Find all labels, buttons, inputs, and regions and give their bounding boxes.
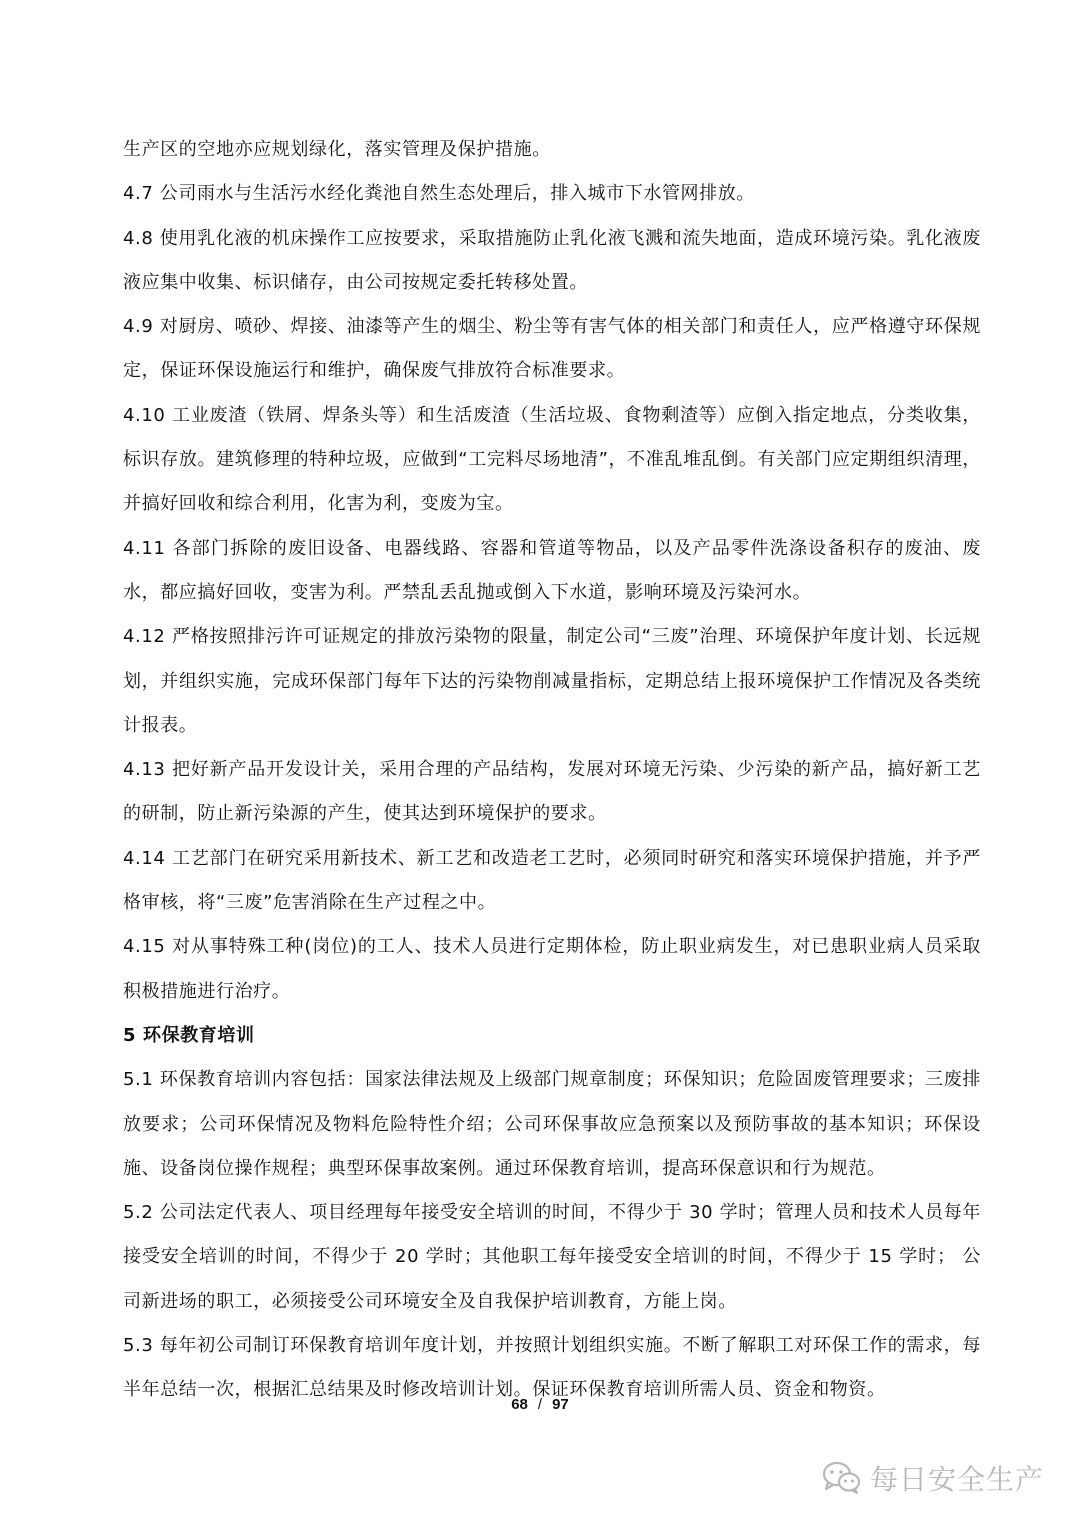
watermark-text: 每日安全生产 — [869, 1463, 1044, 1496]
paragraph-4-10: 4.10 工业废渣（铁屑、焊条头等）和生活废渣（生活垃圾、食物剩渣等）应倒入指定地点，分类收集，标识存放。建筑修理的特种垃圾，应做到“工完料尽场地清”，不准乱堆乱倒。有关部门应定期组织清理，并搞好回收和综合利用，化害为利，变废为宝。 — [123, 404, 981, 515]
paragraph-4-14: 4.14 工艺部门在研究采用新技术、新工艺和改造老工艺时，必须同时研究和落实环境保护措施，并予严格审核，将“三废”危害消除在生产过程之中。 — [123, 847, 981, 914]
paragraph-4-15: 4.15 对从事特殊工种(岗位)的工人、技术人员进行定期体检，防止职业病发生，对已患职业病人员采取积极措施进行治疗。 — [123, 936, 981, 1002]
paragraph-5-3: 5.3 每年初公司制订环保教育培训年度计划，并按照计划组织实施。不断了解职工对环保工作的需求，每半年总结一次，根据汇总结果及时修改培训计划。保证环保教育培训所需人员、资金和物资。 — [123, 1335, 981, 1401]
section-5-heading: 5 环保教育培训 — [123, 1024, 255, 1046]
paragraph-5-2: 5.2 公司法定代表人、项目经理每年接受安全培训的时间，不得少于 30 学时；管理人员和技术人员每年接受安全培训的时间，不得少于 20 学时；其他职工每年接受安全培训的时间，不得少于 15 学时； 公司新进场的职工，必须接受公司环境安全及自我保护培训教育，方能上岗。 — [123, 1202, 981, 1312]
paragraph-4-9: 4.9 对厨房、喷砂、焊接、油漆等产生的烟尘、粉尘等有害气体的相关部门和责任人，应严格遵守环保规定，保证环保设施运行和维护，确保废气排放符合标准要求。 — [123, 316, 981, 382]
page-content — [123, 128, 981, 1413]
paragraph-4-12: 4.12 严格按照排污许可证规定的排放污染物的限量，制定公司“三废”治理、环境保护年度计划、长远规划，并组织实施，完成环保部门每年下达的污染物削减量指标，定期总结上报环境保护工作情况及各类统计报表。 — [123, 626, 981, 736]
paragraph-4-13: 4.13 把好新产品开发设计关，采用合理的产品结构，发展对环境无污染、少污染的新产品，搞好新工艺的研制，防止新污染源的产生，使其达到环境保护的要求。 — [123, 759, 981, 825]
paragraph-4-11: 4.11 各部门拆除的废旧设备、电器线路、容器和管道等物品，以及产品零件洗涤设备积存的废油、废水，都应搞好回收，变害为利。严禁乱丢乱抛或倒入下水道，影响环境及污染河水。 — [123, 537, 981, 603]
total-pages-number: 97 — [552, 1396, 569, 1413]
paragraph-4-8: 4.8 使用乳化液的机床操作工应按要求，采取措施防止乳化液飞溅和流失地面，造成环境污染。乳化液废液应集中收集、标识储存，由公司按规定委托转移处置。 — [123, 227, 981, 293]
paragraph-continuation: 生产区的空地亦应规划绿化，落实管理及保护措施。 — [123, 139, 551, 160]
paragraph-4-7: 4.7 公司雨水与生活污水经化粪池自然生态处理后，排入城市下水管网排放。 — [123, 183, 755, 205]
wechat-icon — [822, 1461, 862, 1495]
page-number — [0, 1396, 1080, 1413]
paragraph-5-1: 5.1 环保教育培训内容包括：国家法律法规及上级部门规章制度；环保知识；危险固废管理要求；三废排放要求；公司环保情况及物料危险特性介绍；公司环保事故应急预案以及预防事故的基本知识；环保设施、设备岗位操作规程；典型环保事故案例。通过环保教育培训，提高环保意识和行为规范。 — [123, 1069, 981, 1179]
watermark — [822, 1458, 1044, 1498]
current-page-number: 68 — [511, 1396, 528, 1413]
page-separator: / — [537, 1396, 543, 1413]
